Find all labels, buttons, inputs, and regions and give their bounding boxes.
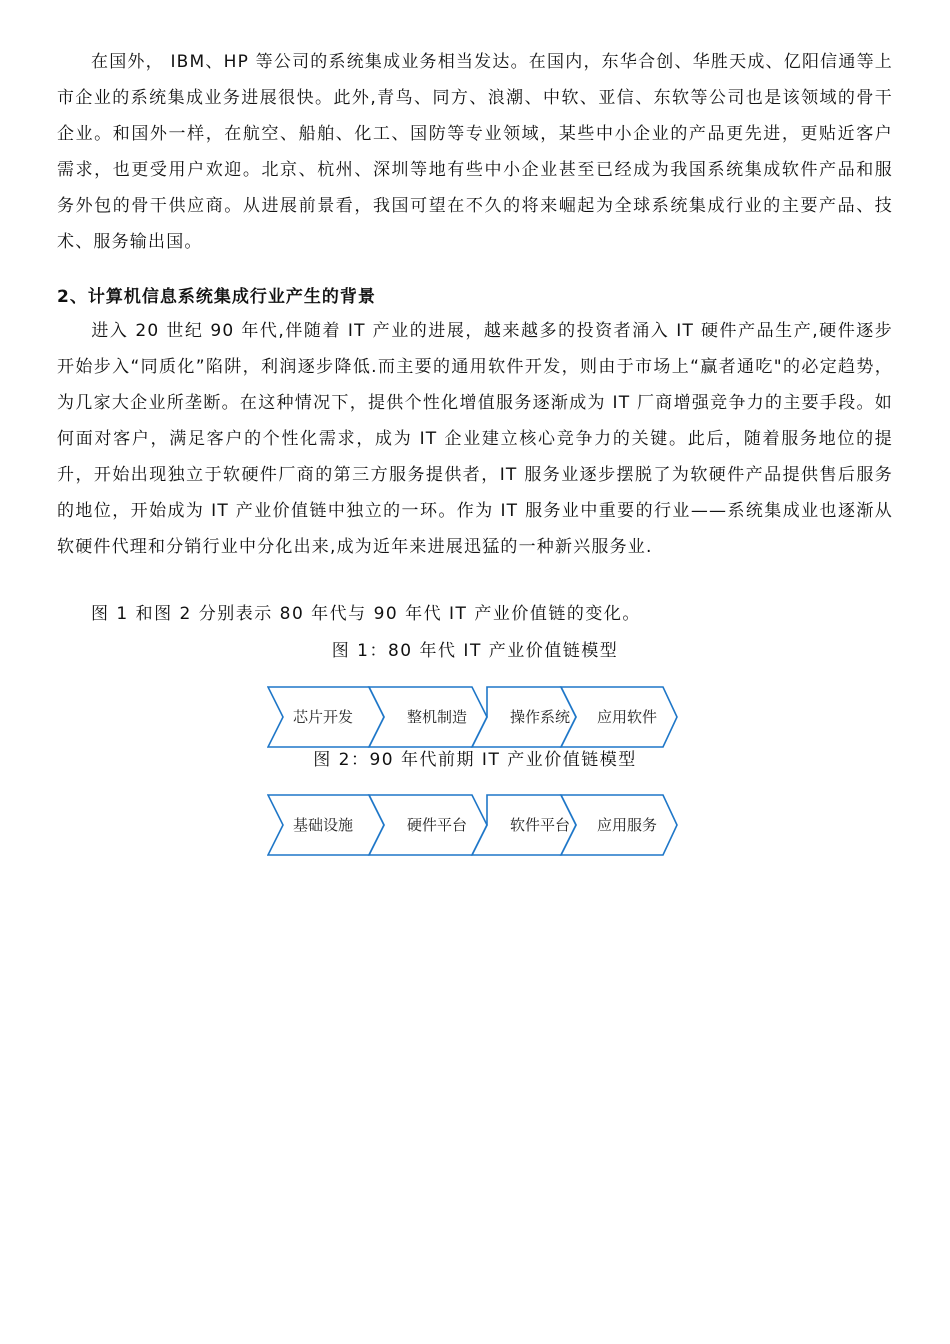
paragraph-text: 在国外， IBM、HP 等公司的系统集成业务相当发达。在国内，东华合创、华胜天成、亿阳信通等上市企业的系统集成业务进展很快。此外,青鸟、同方、浪潮、中软、亚信、东软等公司也是该领域的骨干企业。和国外一样，在航空、船舶、化工、国防等专业领域，某些中小企业的产品更先进，更贴近客户需求，也更受用户欢迎。北京、杭州、深圳等地有些中小企业甚至已经成为我国系统集成软件产品和服务外包的骨干供应商。从进展前景看，我国可望在不久的将来崛起为全球系统集成行业的主要产品、技术、服务输出国。 <box>57 52 893 252</box>
section-heading: 2、计算机信息系统集成行业产生的背景 <box>57 287 376 307</box>
chain-step-label: 应用服务 <box>597 816 658 834</box>
chain-step-label: 硬件平台 <box>407 816 468 834</box>
figure2-value-chain <box>267 794 679 856</box>
figure2-caption: 图 2：90 年代前期 IT 产业价值链模型 <box>313 750 637 770</box>
chain-step-label: 基础设施 <box>293 816 354 834</box>
figure-intro-line: 图 1 和图 2 分别表示 80 年代与 90 年代 IT 产业价值链的变化。 <box>91 604 641 624</box>
figure1-value-chain <box>267 686 679 748</box>
paragraph-text: 进入 20 世纪 90 年代,伴随着 IT 产业的进展，越来越多的投资者涌入 IT 硬件产品生产,硬件逐步开始步入“同质化”陷阱，利润逐步降低.而主要的通用软件开发，则由于市场上“赢者通吃"的必定趋势，为几家大企业所垄断。在这种情况下，提供个性化增值服务逐渐成为 IT 厂商增强竞争力的主要手段。如何面对客户，满足客户的个性化需求，成为 IT 企业建立核心竞争力的关键。此后，随着服务地位的提升，开始出现独立于软硬件厂商的第三方服务提供者，IT 服务业逐步摆脱了为软硬件产品提供售后服务的地位，开始成为 IT 产业价值链中独立的一环。作为 IT 服务业中重要的行业——系统集成业也逐渐从软硬件代理和分销行业中分化出来,成为近年来进展迅猛的一种新兴服务业. <box>57 321 893 557</box>
paragraph-background <box>57 313 893 565</box>
figure1-caption: 图 1：80 年代 IT 产业价值链模型 <box>331 641 619 661</box>
chain-step-label: 软件平台 <box>510 816 571 834</box>
chain-step-label: 应用软件 <box>597 708 658 726</box>
chain-step-label: 整机制造 <box>407 708 468 726</box>
paragraph-overseas-domestic <box>57 44 893 260</box>
chain-step-label: 操作系统 <box>510 708 571 726</box>
chain-step-label: 芯片开发 <box>293 708 354 726</box>
